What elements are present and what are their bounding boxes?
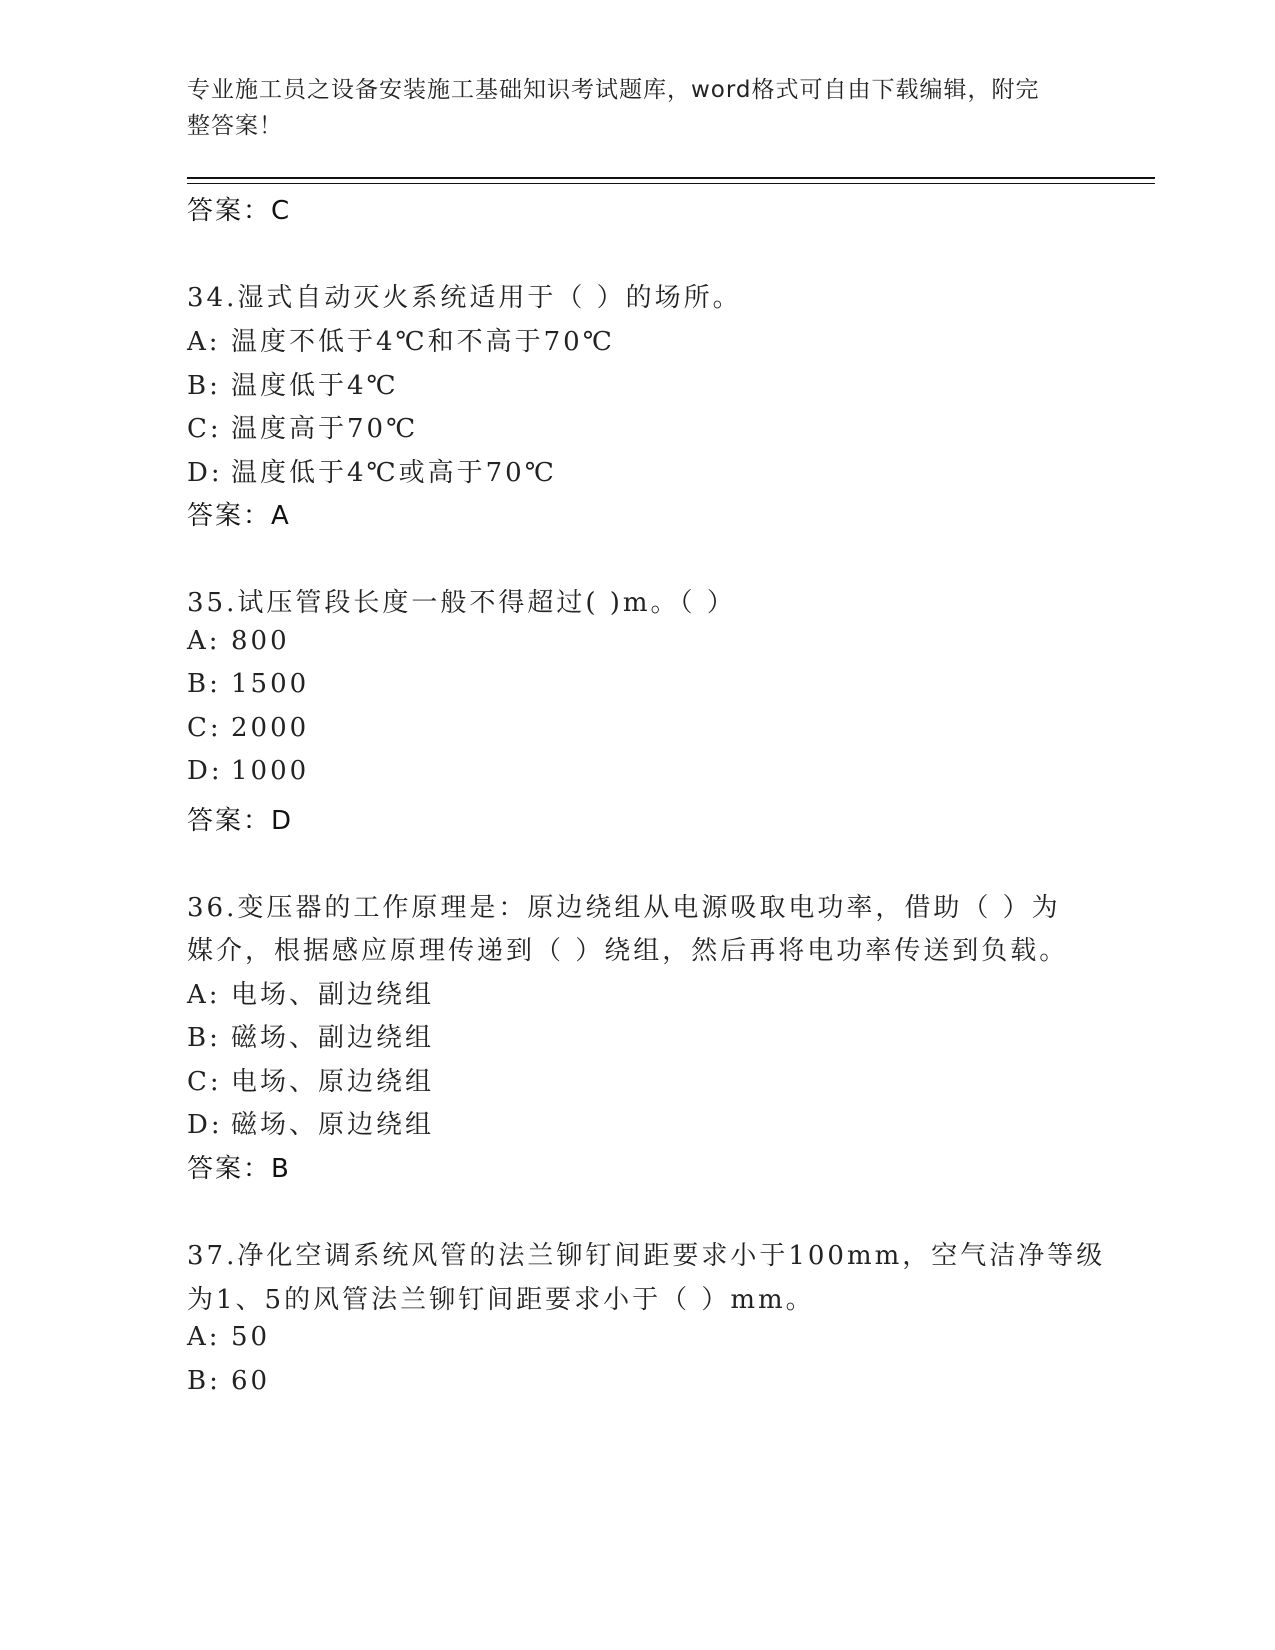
question-34-option-c: C: 温度高于70℃ [187,414,419,444]
document-header [187,72,1067,144]
question-37-stem-line-2: 为1、5的风管法兰铆钉间距要求小于（ ）mm。 [187,1285,815,1315]
question-37-option-a: A: 50 [187,1322,271,1352]
header-line-2: 整答案！ [187,113,283,139]
question-36-answer: 答案：B [187,1154,291,1184]
question-34-option-a: A: 温度不低于4℃和不高于70℃ [187,327,615,357]
header-rule-thick [187,177,1155,179]
question-34-stem: 34.湿式自动灭火系统适用于（ ）的场所。 [187,283,742,313]
header-rule-thin [187,183,1155,184]
question-35-option-d: D: 1000 [187,756,310,786]
previous-answer: 答案：C [187,196,292,226]
question-36-stem-line-1: 36.变压器的工作原理是：原边绕组从电源吸取电功率，借助（ ）为 [187,893,1061,923]
question-37-stem-line-1: 37.净化空调系统风管的法兰铆钉间距要求小于100mm，空气洁净等级 [187,1241,1106,1271]
question-37-option-b: B: 60 [187,1366,271,1396]
question-34-option-d: D: 温度低于4℃或高于70℃ [187,458,557,488]
question-36-option-d: D: 磁场、原边绕组 [187,1110,435,1140]
question-34-option-b: B: 温度低于4℃ [187,371,399,401]
question-36-option-c: C: 电场、原边绕组 [187,1067,435,1097]
question-36-stem-line-2: 媒介，根据感应原理传递到（ ）绕组，然后再将电功率传送到负载。 [187,936,1069,966]
question-34-answer: 答案：A [187,501,291,531]
question-35-answer: 答案：D [187,806,294,836]
question-36-option-a: A: 电场、副边绕组 [187,980,435,1010]
question-35-option-b: B: 1500 [187,669,310,699]
question-35-option-c: C: 2000 [187,713,310,743]
header-line-1: 专业施工员之设备安装施工基础知识考试题库，word格式可自由下载编辑，附完 [187,77,1040,103]
question-35-stem: 35.试压管段长度一般不得超过( )m。（ ） [187,588,736,618]
question-35-option-a: A: 800 [187,626,290,656]
question-36-option-b: B: 磁场、副边绕组 [187,1023,435,1053]
